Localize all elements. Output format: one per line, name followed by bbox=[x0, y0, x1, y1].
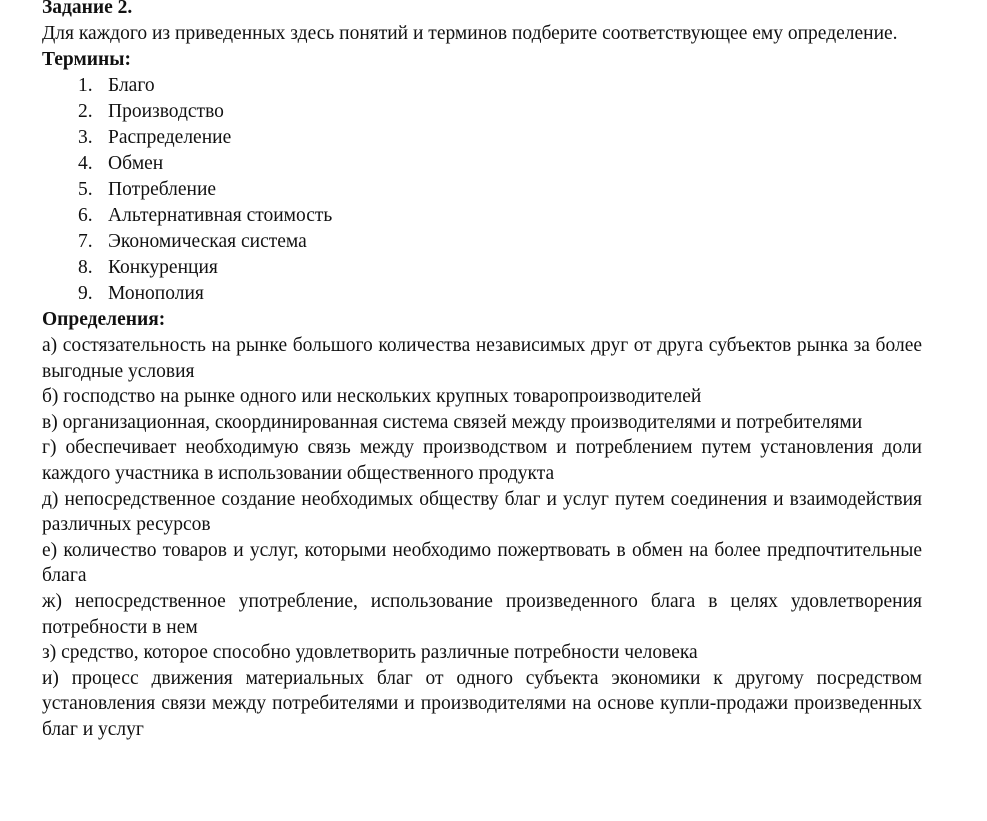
definition-item: г) обеспечивает необходимую связь между производством и потреблением путем установления доли каждого участника в использовании общественного продукта bbox=[42, 437, 922, 484]
term-item bbox=[42, 281, 922, 307]
term-number: 4. bbox=[78, 153, 93, 174]
definition-item: е) количество товаров и услуг, которыми необходимо пожертвовать в обмен на более предпочтительные блага bbox=[42, 539, 922, 587]
term-number: 5. bbox=[78, 179, 93, 200]
term-number: 7. bbox=[78, 231, 93, 252]
task-instruction: Для каждого из приведенных здесь понятий и терминов подберите соответствующее ему определение. bbox=[42, 23, 898, 44]
term-item bbox=[42, 177, 922, 203]
term-text: Экономическая система bbox=[108, 231, 307, 252]
definitions-heading: Определения: bbox=[42, 309, 166, 330]
term-number: 2. bbox=[78, 101, 93, 122]
term-item bbox=[42, 99, 922, 125]
term-item bbox=[42, 151, 922, 177]
term-number: 8. bbox=[78, 257, 93, 278]
term-text: Производство bbox=[108, 101, 224, 122]
term-text: Альтернативная стоимость bbox=[108, 205, 333, 226]
term-text: Монополия bbox=[108, 283, 204, 304]
term-text: Распределение bbox=[108, 127, 232, 148]
definition-item: д) непосредственное создание необходимых обществу благ и услуг путем соединения и взаимодействия различных ресурсов bbox=[42, 488, 922, 536]
task-title: Задание 2. bbox=[42, 0, 133, 18]
term-text: Обмен bbox=[108, 153, 164, 174]
terms-heading: Термины: bbox=[42, 49, 131, 70]
term-item bbox=[42, 229, 922, 255]
term-text: Конкуренция bbox=[108, 257, 218, 278]
term-item bbox=[42, 73, 922, 99]
definition-item: а) состязательность на рынке большого количества независимых друг от друга субъектов рынка за более выгодные условия bbox=[42, 335, 922, 382]
term-item bbox=[42, 255, 922, 281]
term-number: 6. bbox=[78, 205, 93, 226]
terms-list bbox=[42, 73, 922, 307]
document-page bbox=[42, 0, 922, 743]
definition-item: з) средство, которое способно удовлетворить различные потребности человека bbox=[42, 642, 698, 664]
term-number: 9. bbox=[78, 283, 93, 304]
definition-item: б) господство на рынке одного или нескольких крупных товаропроизводителей bbox=[42, 386, 702, 408]
definition-item: ж) непосредственное употребление, использование произведенного блага в целях удовлетворения потребности в нем bbox=[42, 590, 922, 638]
definitions-list bbox=[42, 333, 922, 743]
term-item bbox=[42, 203, 922, 229]
term-item bbox=[42, 125, 922, 151]
definition-item: и) процесс движения материальных благ от одного субъекта экономики к другому посредством установления связи между потребителями и производителями на основе купли-продажи произведенных благ и услуг bbox=[42, 667, 922, 740]
definition-item: в) организационная, скоординированная система связей между производителями и потребителями bbox=[42, 411, 863, 433]
term-text: Благо bbox=[108, 75, 155, 96]
term-text: Потребление bbox=[108, 179, 217, 200]
term-number: 1. bbox=[78, 75, 93, 96]
term-number: 3. bbox=[78, 127, 93, 148]
